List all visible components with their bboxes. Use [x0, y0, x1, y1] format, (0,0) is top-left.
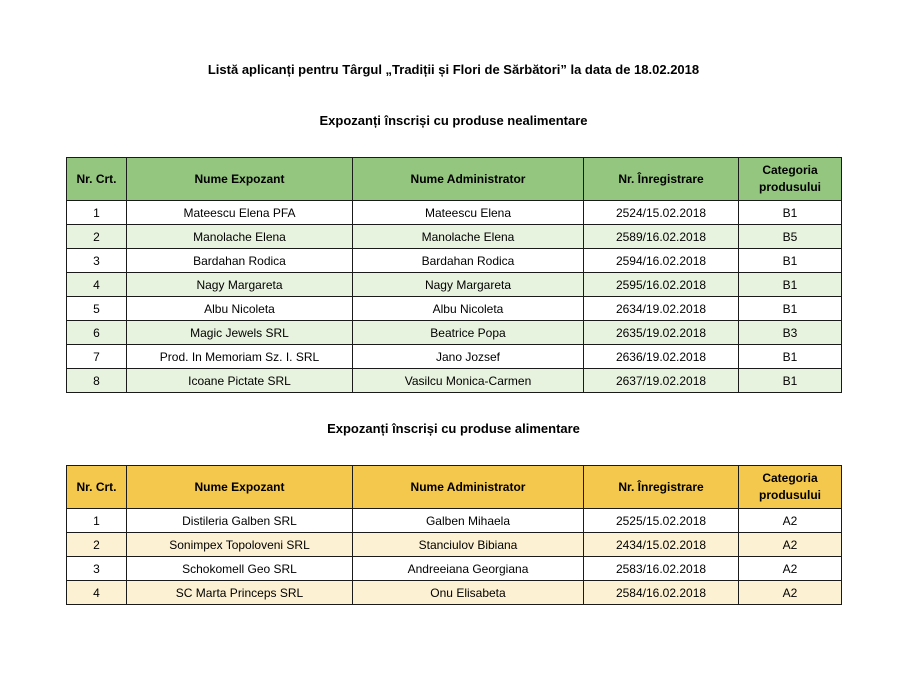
cell-inregistrare: 2434/15.02.2018 — [584, 533, 739, 557]
cell-expozant: Mateescu Elena PFA — [127, 201, 353, 225]
column-header-categoria: Categoria produsului — [739, 466, 842, 509]
document-title: Listă aplicanți pentru Târgul „Tradiții și Flori de Sărbători” la data de 18.02.2018 — [207, 62, 700, 77]
cell-categoria: B1 — [739, 297, 842, 321]
column-header-inregistrare: Nr. Înregistrare — [584, 158, 739, 201]
nonfood-section-title: Expozanți înscriși cu produse nealimentare — [319, 113, 588, 128]
table-row — [67, 557, 842, 581]
cell-inregistrare: 2595/16.02.2018 — [584, 273, 739, 297]
cell-administrator: Beatrice Popa — [353, 321, 584, 345]
cell-inregistrare: 2525/15.02.2018 — [584, 509, 739, 533]
cell-expozant: Magic Jewels SRL — [127, 321, 353, 345]
cell-categoria: B5 — [739, 225, 842, 249]
cell-categoria: B1 — [739, 273, 842, 297]
cell-administrator: Mateescu Elena — [353, 201, 584, 225]
cell-expozant: Nagy Margareta — [127, 273, 353, 297]
table-row — [67, 581, 842, 605]
table-row — [67, 533, 842, 557]
column-header-categoria: Categoria produsului — [739, 158, 842, 201]
column-header-administrator: Nume Administrator — [353, 466, 584, 509]
cell-inregistrare: 2636/19.02.2018 — [584, 345, 739, 369]
cell-inregistrare: 2589/16.02.2018 — [584, 225, 739, 249]
column-header-nr: Nr. Crt. — [67, 158, 127, 201]
cell-administrator: Galben Mihaela — [353, 509, 584, 533]
table-header-row — [67, 466, 842, 509]
cell-categoria: A2 — [739, 557, 842, 581]
cell-administrator: Andreeiana Georgiana — [353, 557, 584, 581]
cell-nr: 4 — [67, 273, 127, 297]
cell-nr: 1 — [67, 509, 127, 533]
cell-inregistrare: 2524/15.02.2018 — [584, 201, 739, 225]
table-row — [67, 297, 842, 321]
cell-administrator: Manolache Elena — [353, 225, 584, 249]
cell-nr: 1 — [67, 201, 127, 225]
cell-expozant: Sonimpex Topoloveni SRL — [127, 533, 353, 557]
column-header-inregistrare: Nr. Înregistrare — [584, 466, 739, 509]
table-row — [67, 273, 842, 297]
cell-inregistrare: 2637/19.02.2018 — [584, 369, 739, 393]
column-header-expozant: Nume Expozant — [127, 158, 353, 201]
cell-expozant: Albu Nicoleta — [127, 297, 353, 321]
cell-inregistrare: 2634/19.02.2018 — [584, 297, 739, 321]
cell-nr: 2 — [67, 533, 127, 557]
cell-administrator: Jano Jozsef — [353, 345, 584, 369]
table-row — [67, 225, 842, 249]
table-header-row — [67, 158, 842, 201]
cell-nr: 4 — [67, 581, 127, 605]
nonfood-exhibitors-table — [66, 157, 842, 393]
table-row — [67, 345, 842, 369]
table-row — [67, 321, 842, 345]
cell-categoria: A2 — [739, 509, 842, 533]
cell-inregistrare: 2583/16.02.2018 — [584, 557, 739, 581]
cell-inregistrare: 2635/19.02.2018 — [584, 321, 739, 345]
cell-inregistrare: 2584/16.02.2018 — [584, 581, 739, 605]
cell-expozant: Icoane Pictate SRL — [127, 369, 353, 393]
cell-expozant: Distileria Galben SRL — [127, 509, 353, 533]
food-section-title: Expozanți înscriși cu produse alimentare — [327, 421, 580, 436]
cell-administrator: Nagy Margareta — [353, 273, 584, 297]
cell-categoria: A2 — [739, 533, 842, 557]
cell-expozant: Prod. In Memoriam Sz. I. SRL — [127, 345, 353, 369]
table-row — [67, 369, 842, 393]
cell-categoria: A2 — [739, 581, 842, 605]
cell-nr: 6 — [67, 321, 127, 345]
cell-administrator: Bardahan Rodica — [353, 249, 584, 273]
table-row — [67, 249, 842, 273]
cell-administrator: Stanciulov Bibiana — [353, 533, 584, 557]
cell-expozant: SC Marta Princeps SRL — [127, 581, 353, 605]
cell-categoria: B3 — [739, 321, 842, 345]
cell-nr: 3 — [67, 557, 127, 581]
cell-expozant: Bardahan Rodica — [127, 249, 353, 273]
cell-expozant: Manolache Elena — [127, 225, 353, 249]
cell-categoria: B1 — [739, 249, 842, 273]
cell-administrator: Onu Elisabeta — [353, 581, 584, 605]
cell-administrator: Vasilcu Monica-Carmen — [353, 369, 584, 393]
cell-nr: 7 — [67, 345, 127, 369]
cell-nr: 3 — [67, 249, 127, 273]
cell-categoria: B1 — [739, 369, 842, 393]
food-exhibitors-table — [66, 465, 842, 605]
cell-inregistrare: 2594/16.02.2018 — [584, 249, 739, 273]
column-header-nr: Nr. Crt. — [67, 466, 127, 509]
table-row — [67, 201, 842, 225]
cell-categoria: B1 — [739, 201, 842, 225]
cell-nr: 2 — [67, 225, 127, 249]
column-header-administrator: Nume Administrator — [353, 158, 584, 201]
cell-categoria: B1 — [739, 345, 842, 369]
cell-nr: 5 — [67, 297, 127, 321]
table-row — [67, 509, 842, 533]
column-header-expozant: Nume Expozant — [127, 466, 353, 509]
cell-administrator: Albu Nicoleta — [353, 297, 584, 321]
cell-nr: 8 — [67, 369, 127, 393]
cell-expozant: Schokomell Geo SRL — [127, 557, 353, 581]
